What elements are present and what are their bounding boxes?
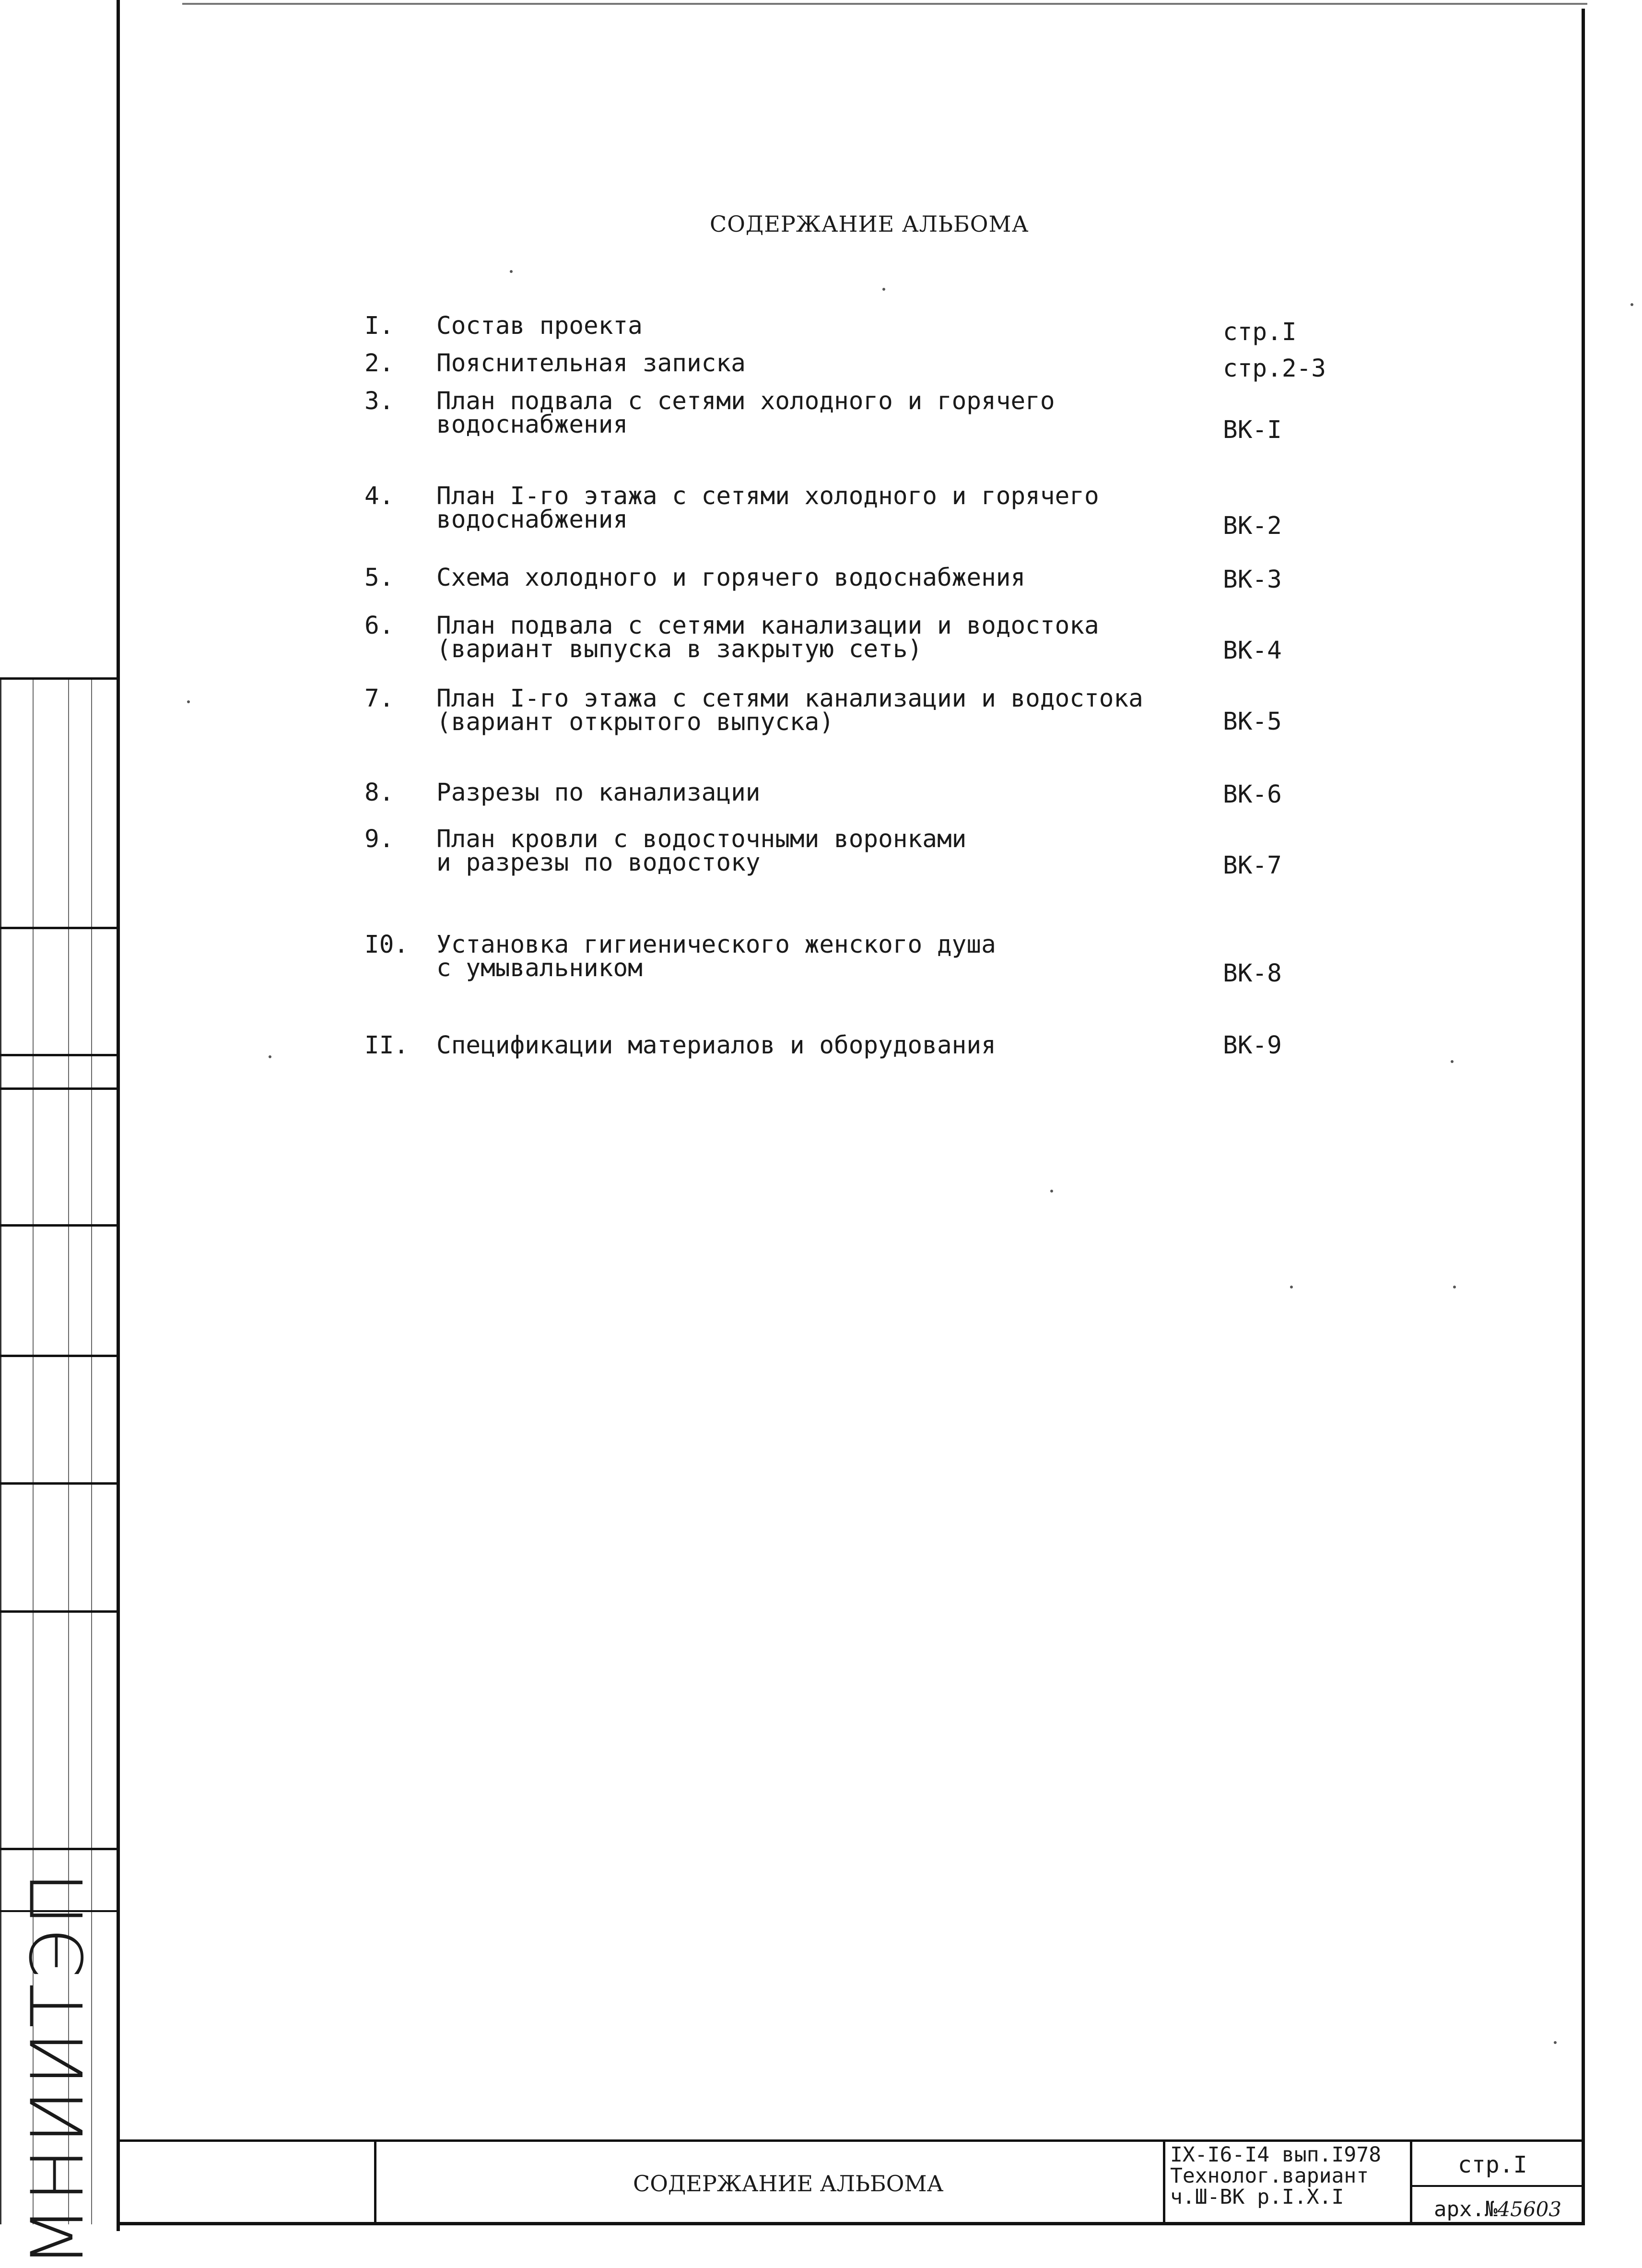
archive-label: арх.№ [1434, 2197, 1498, 2221]
item-ref: ВК-9 [1223, 1031, 1282, 1060]
item-line: Пояснительная записка [436, 349, 746, 378]
item-text [436, 1031, 996, 1060]
item-ref: ВК-7 [1223, 851, 1282, 880]
item-line: и разрезы по водостоку [436, 849, 761, 877]
item-ref: ВК-3 [1223, 566, 1282, 594]
item-number: I. [364, 312, 394, 340]
item-line: водоснабжения [436, 506, 628, 534]
item-number: I0. [364, 931, 409, 959]
item-text [436, 566, 1025, 590]
item-line: План подвала с сетями холодного и горячего [436, 387, 1055, 415]
archive-number [1434, 2197, 1561, 2221]
item-number: 5. [364, 564, 394, 592]
item-ref: ВК-I [1223, 416, 1282, 444]
logo-box [0, 1868, 117, 2268]
scan-speck [1290, 1286, 1293, 1288]
document-code-line: Технолог.вариант [1170, 2164, 1369, 2188]
item-line: Разрезы по канализации [436, 779, 761, 807]
title-block-divider [1163, 2142, 1165, 2224]
scan-speck [510, 270, 513, 273]
item-line: с умывальником [436, 954, 643, 982]
stamp-row-line [0, 1610, 117, 1613]
item-number: 2. [364, 349, 394, 378]
item-line: Спецификации материалов и оборудования [436, 1031, 996, 1060]
scan-speck [1453, 1286, 1456, 1288]
frame-right [1582, 9, 1585, 2224]
frame-top [182, 3, 1587, 5]
item-text [436, 484, 1099, 532]
organization-logo: МНИИТЭП [16, 1868, 100, 2268]
title-block-divider [374, 2142, 376, 2224]
item-text [436, 779, 761, 807]
item-ref: ВК-2 [1223, 512, 1282, 540]
title-block-title: СОДЕРЖАНИЕ АЛЬБОМА [633, 2171, 944, 2197]
item-line: План I-го этажа с сетями канализации и водостока [436, 685, 1143, 713]
scan-speck [1050, 1190, 1053, 1193]
item-text [436, 387, 1055, 439]
item-line: План подвала с сетями канализации и водостока [436, 612, 1099, 640]
item-number: 7. [364, 685, 394, 713]
item-ref: стр.I [1223, 318, 1297, 346]
frame-left [117, 0, 120, 2231]
title-block-hline [1410, 2185, 1582, 2187]
document-code-line: IX-I6-I4 вып.I978 [1170, 2143, 1382, 2167]
stamp-row-line [0, 677, 117, 680]
item-ref: ВК-4 [1223, 637, 1282, 665]
item-line: (вариант открытого выпуска) [436, 708, 834, 736]
item-number: 6. [364, 612, 394, 640]
item-line: водоснабжения [436, 411, 628, 439]
item-line: Схема холодного и горячего водоснабжения [436, 564, 1026, 592]
title-block [120, 2139, 1582, 2224]
scan-speck [882, 288, 885, 291]
item-number: 4. [364, 482, 394, 510]
scan-speck [1630, 303, 1633, 306]
item-text [436, 614, 1099, 661]
item-ref: стр.2-3 [1223, 354, 1326, 383]
document-code [1170, 2144, 1381, 2208]
item-line: Установка гигиенического женского душа [436, 931, 996, 959]
item-line: (вариант выпуска в закрытую сеть) [436, 635, 923, 663]
stamp-row-line [0, 1355, 117, 1357]
item-text [436, 933, 996, 980]
item-ref: ВК-6 [1223, 780, 1282, 809]
item-number: II. [364, 1031, 409, 1060]
item-text [436, 349, 746, 378]
document-title: СОДЕРЖАНИЕ АЛЬБОМА [710, 211, 1029, 237]
item-number: 9. [364, 825, 394, 853]
archive-value: 45603 [1497, 2197, 1562, 2221]
item-line: План I-го этажа с сетями холодного и горячего [436, 482, 1099, 510]
scan-speck [187, 700, 190, 703]
stamp-row-line [0, 1482, 117, 1485]
item-ref: ВК-5 [1223, 708, 1282, 736]
item-number: 3. [364, 387, 394, 415]
item-text [436, 314, 643, 338]
item-line: Состав проекта [436, 312, 643, 340]
item-ref: ВК-8 [1223, 959, 1282, 988]
item-text [436, 687, 1143, 734]
scan-speck [269, 1055, 271, 1058]
stamp-row-line [0, 1224, 117, 1227]
title-block-divider [1410, 2142, 1412, 2224]
scan-speck [1451, 1060, 1454, 1063]
page-number: стр.I [1458, 2151, 1527, 2178]
stamp-row-line [0, 927, 117, 929]
item-text [436, 825, 967, 877]
stamp-row-line [0, 1848, 117, 1850]
scan-speck [1554, 2041, 1557, 2044]
stamp-row-line [0, 1087, 117, 1090]
item-line: План кровли с водосточными воронками [436, 825, 967, 853]
document-code-line: ч.Ш-ВК р.I.X.I [1170, 2185, 1344, 2209]
stamp-row-line [0, 1054, 117, 1056]
left-stamp-column [0, 677, 117, 2268]
item-number: 8. [364, 779, 394, 807]
